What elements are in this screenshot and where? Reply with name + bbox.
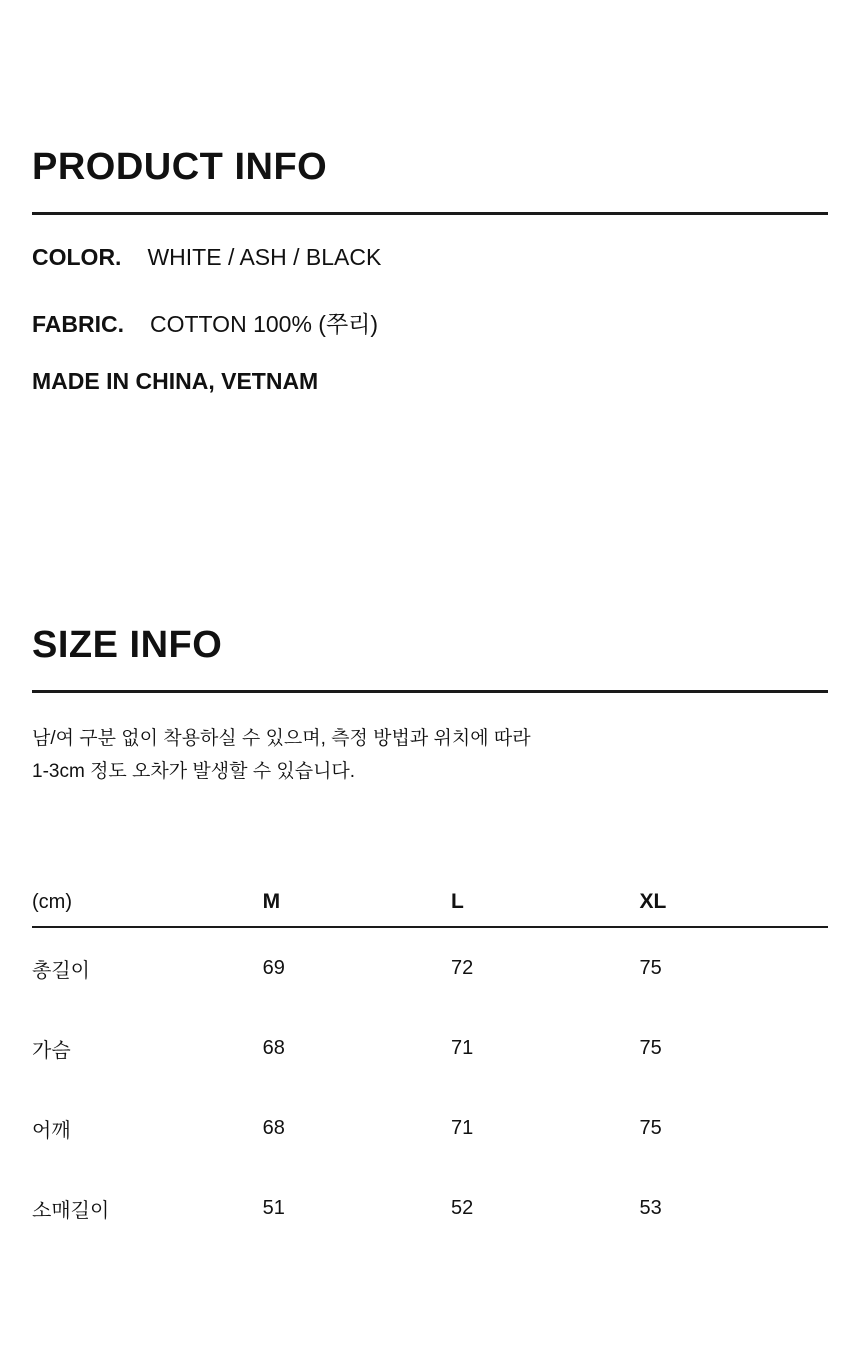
size-cell-m: 68 (262, 1036, 285, 1059)
product-info-heading: PRODUCT INFO (32, 146, 328, 188)
size-table-header (32, 878, 828, 927)
table-row (32, 927, 828, 1008)
size-measurement-note (32, 722, 531, 788)
table-row (32, 1008, 828, 1088)
size-table-header-row (32, 878, 828, 927)
table-row (32, 1168, 828, 1248)
size-cell-l: 71 (451, 1116, 474, 1139)
size-table-col-xl: XL (639, 890, 667, 913)
size-info-heading: SIZE INFO (32, 624, 223, 666)
size-row-label: 가슴 (32, 1039, 71, 1062)
size-cell-m: 68 (262, 1116, 285, 1139)
size-row-label: 소매길이 (32, 1199, 110, 1222)
origin-label: MADE IN CHINA, VETNAM (32, 368, 319, 394)
product-info-row-color (32, 244, 381, 271)
size-cell-l: 72 (451, 956, 474, 979)
size-cell-m: 51 (262, 1196, 285, 1219)
product-info-row-origin (32, 368, 318, 395)
color-value: WHITE / ASH / BLACK (147, 244, 382, 270)
size-cell-xl: 75 (639, 1036, 662, 1059)
size-table-col-l: L (451, 890, 464, 913)
product-info-row-fabric (32, 306, 378, 339)
product-info-divider (32, 212, 828, 215)
size-cell-xl: 75 (639, 1116, 662, 1139)
size-note-line-2: 1-3cm 정도 오차가 발생할 수 있습니다. (32, 761, 356, 782)
size-cell-xl: 53 (639, 1196, 662, 1219)
size-table-col-m: M (262, 890, 281, 913)
size-cell-l: 71 (451, 1036, 474, 1059)
color-label: COLOR. (32, 244, 122, 270)
fabric-value: COTTON 100% (쭈리) (150, 311, 379, 337)
size-info-divider (32, 690, 828, 693)
size-row-label: 어깨 (32, 1119, 71, 1142)
fabric-label: FABRIC. (32, 311, 124, 337)
table-row (32, 1088, 828, 1168)
size-cell-xl: 75 (639, 956, 662, 979)
size-cell-m: 69 (262, 956, 285, 979)
size-table (32, 878, 828, 1248)
size-table-body (32, 927, 828, 1248)
size-note-line-1: 남/여 구분 없이 착용하실 수 있으며, 측정 방법과 위치에 따라 (32, 728, 531, 749)
size-table-unit-header: (cm) (32, 890, 72, 913)
size-cell-l: 52 (451, 1196, 474, 1219)
size-row-label: 총길이 (32, 959, 90, 982)
